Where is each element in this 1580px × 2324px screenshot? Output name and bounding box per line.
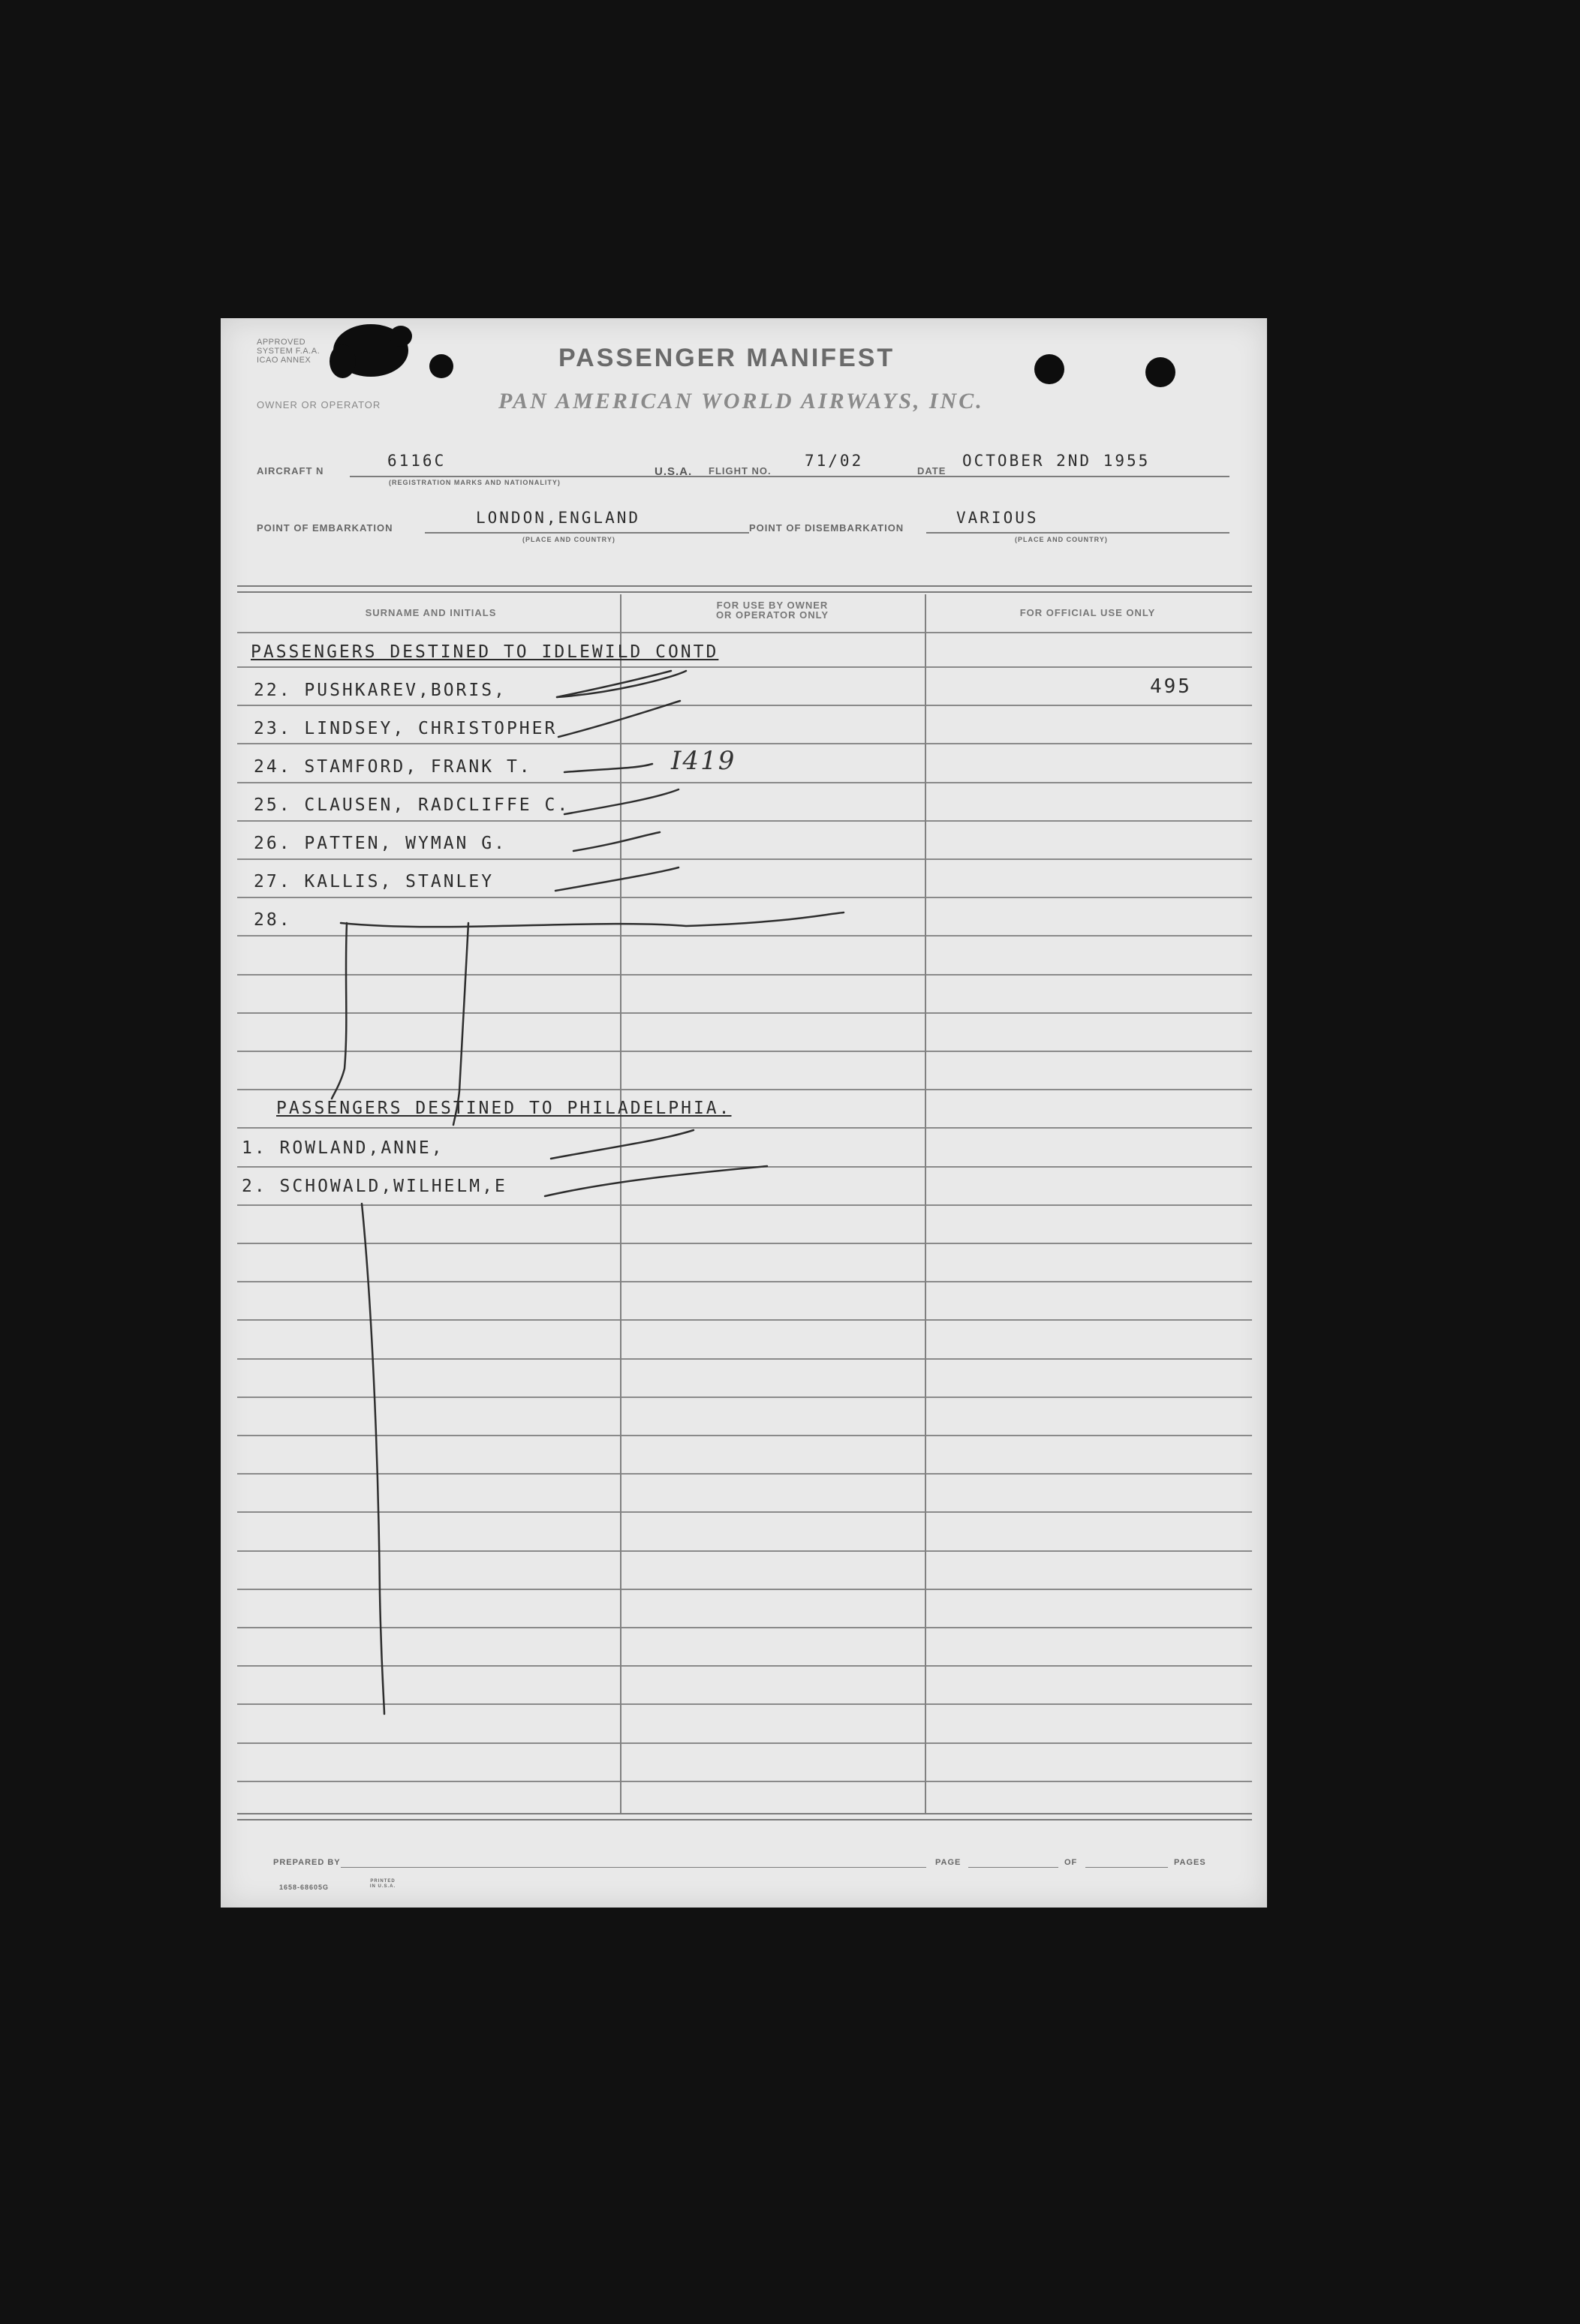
cancel-stroke bbox=[341, 912, 844, 927]
cancel-stroke bbox=[362, 1204, 384, 1714]
check-mark bbox=[545, 1166, 767, 1196]
check-mark bbox=[551, 1130, 694, 1159]
cancel-stroke bbox=[453, 923, 468, 1125]
section-heading-philadelphia: PASSENGERS DESTINED TO PHILADELPHIA. bbox=[276, 1099, 732, 1118]
pages-label: PAGES bbox=[1174, 1858, 1206, 1867]
page-underline bbox=[968, 1867, 1058, 1868]
page-title: PASSENGER MANIFEST bbox=[558, 344, 895, 372]
passenger-row-27: 27. KALLIS, STANLEY bbox=[254, 872, 495, 891]
disembark-label: POINT OF DISEMBARKATION bbox=[749, 522, 904, 534]
table-bottom-rule bbox=[237, 1813, 1252, 1820]
check-mark bbox=[557, 671, 671, 697]
check-mark bbox=[558, 701, 680, 737]
country-value: U.S.A. bbox=[655, 465, 693, 478]
of-underline bbox=[1085, 1867, 1168, 1868]
place-note: (PLACE AND COUNTRY) bbox=[522, 536, 615, 543]
flight-label: FLIGHT NO. bbox=[709, 465, 772, 477]
approval-line: APPROVED bbox=[257, 338, 306, 347]
of-label: OF bbox=[1064, 1858, 1078, 1867]
cancel-stroke bbox=[332, 923, 347, 1099]
aircraft-label: AIRCRAFT N bbox=[257, 465, 324, 477]
place-note: (PLACE AND COUNTRY) bbox=[1015, 536, 1108, 543]
passenger-row-22: 22. PUSHKAREV,BORIS, bbox=[254, 681, 507, 700]
registration-note: (REGISTRATION MARKS AND NATIONALITY) bbox=[389, 479, 561, 486]
passenger-row-2: 2. SCHOWALD,WILHELM,E bbox=[242, 1177, 507, 1196]
passenger-row-25: 25. CLAUSEN, RADCLIFFE C. bbox=[254, 795, 570, 815]
passenger-row-23: 23. LINDSEY, CHRISTOPHER bbox=[254, 719, 558, 738]
check-mark bbox=[555, 867, 679, 891]
official-code-22: 495 bbox=[1150, 675, 1192, 698]
embark-label: POINT OF EMBARKATION bbox=[257, 522, 393, 534]
owner-value: PAN AMERICAN WORLD AIRWAYS, INC. bbox=[498, 389, 984, 413]
check-mark bbox=[573, 832, 660, 851]
passenger-row-28: 28. bbox=[254, 910, 292, 930]
embark-value: LONDON,ENGLAND bbox=[476, 509, 641, 527]
approval-line: ICAO ANNEX bbox=[257, 356, 311, 365]
handwritten-marks bbox=[221, 318, 1267, 1908]
passenger-row-26: 26. PATTEN, WYMAN G. bbox=[254, 834, 507, 853]
owner-label: OWNER OR OPERATOR bbox=[257, 399, 381, 410]
column-header-official: FOR OFFICIAL USE ONLY bbox=[1019, 607, 1156, 618]
prepared-by-label: PREPARED BY bbox=[273, 1858, 341, 1867]
flight-value: 71/02 bbox=[805, 452, 864, 470]
column-header-names: SURNAME AND INITIALS bbox=[365, 607, 497, 618]
date-label: DATE bbox=[917, 465, 946, 477]
check-mark bbox=[564, 789, 679, 814]
page-label: PAGE bbox=[935, 1858, 962, 1867]
approval-line: SYSTEM F.A.A. bbox=[257, 347, 321, 356]
passenger-row-1: 1. ROWLAND,ANNE, bbox=[242, 1138, 444, 1158]
date-value: OCTOBER 2ND 1955 bbox=[962, 452, 1151, 470]
form-number: 1658-68605G bbox=[279, 1884, 330, 1891]
passenger-row-24: 24. STAMFORD, FRANK T. bbox=[254, 757, 532, 777]
manifest-sheet bbox=[221, 318, 1267, 1908]
section-heading-idlewild: PASSENGERS DESTINED TO IDLEWILD CONTD bbox=[251, 642, 719, 662]
disembark-value: VARIOUS bbox=[956, 509, 1039, 527]
prepared-by-underline bbox=[341, 1867, 926, 1868]
print-mark: PRINTED IN U.S.A. bbox=[369, 1879, 396, 1889]
handwritten-annotation: I419 bbox=[671, 746, 736, 776]
aircraft-value: 6116C bbox=[387, 452, 447, 470]
check-mark bbox=[564, 764, 652, 772]
column-header-owner: FOR USE BY OWNER OR OPERATOR ONLY bbox=[715, 600, 829, 621]
